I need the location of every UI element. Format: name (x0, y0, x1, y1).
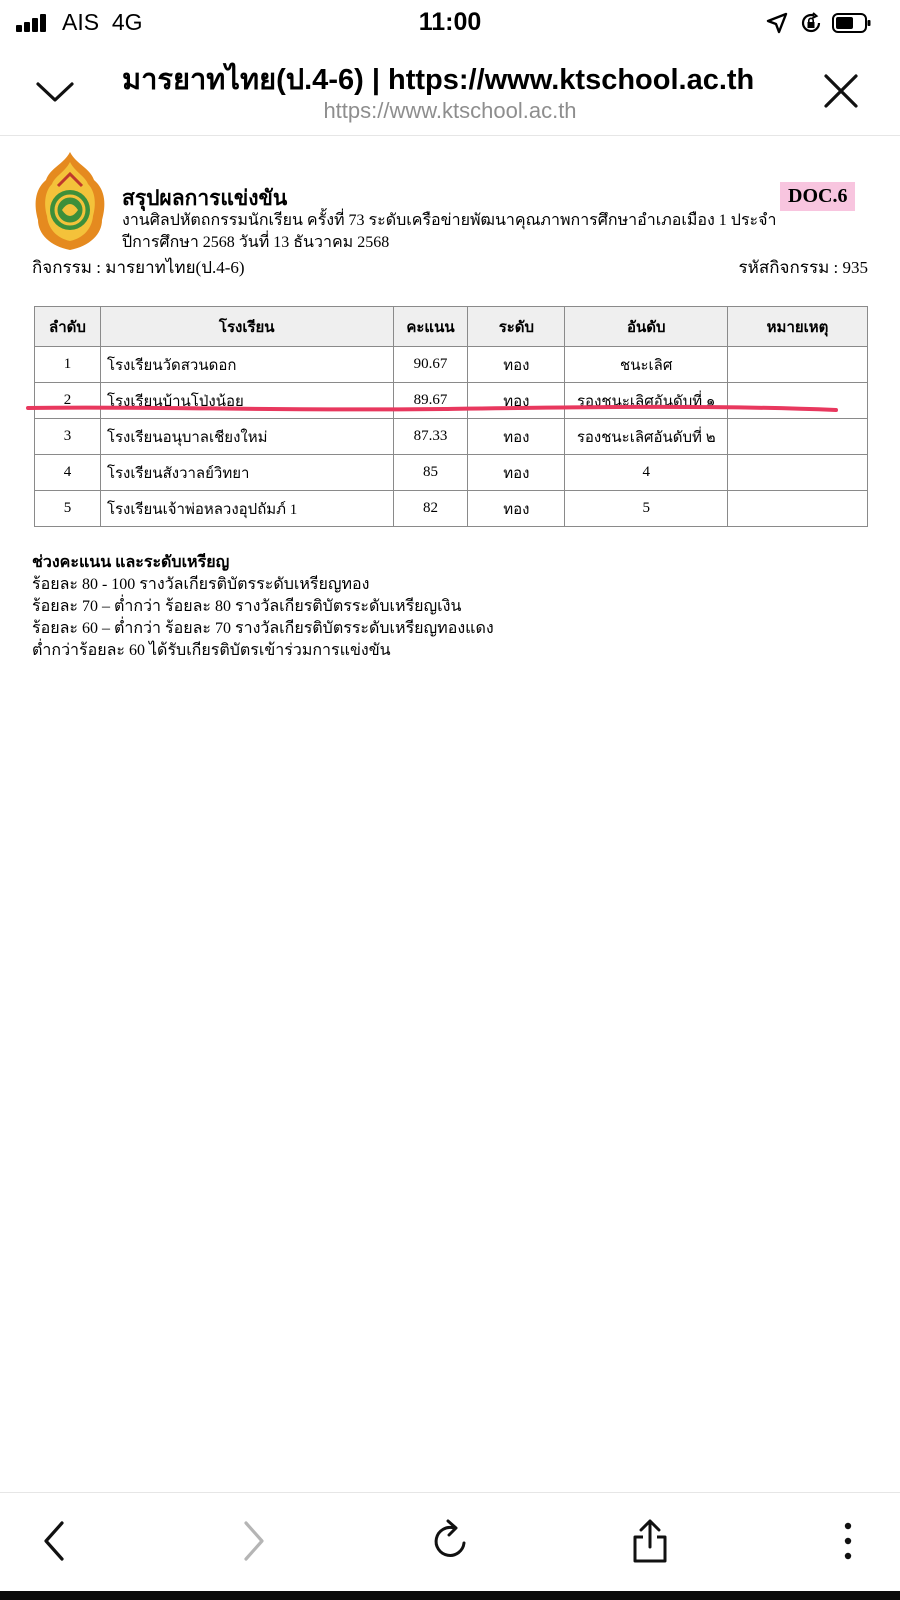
cell-score: 90.67 (393, 347, 468, 383)
document-date: ปีการศึกษา 2568 วันที่ 13 ธันวาคม 2568 (122, 234, 390, 251)
back-icon[interactable] (30, 1515, 82, 1567)
status-time: 11:00 (418, 8, 482, 36)
school-emblem-icon (32, 150, 108, 252)
header-school: โรงเรียน (100, 307, 393, 347)
battery-icon (832, 12, 872, 34)
legend-line: ร้อยละ 80 - 100 รางวัลเกียรติบัตรระดับเหรียญทอง (32, 576, 370, 593)
header-level: ระดับ (468, 307, 565, 347)
document-title: สรุปผลการแข่งขัน (122, 186, 288, 210)
activity-code: รหัสกิจกรรม : 935 (738, 258, 868, 277)
cell-score: 82 (393, 491, 468, 527)
cell-rank-no: 2 (35, 383, 101, 419)
doc-code-badge: DOC.6 (780, 182, 855, 211)
cell-placement: 4 (565, 455, 728, 491)
score-legend (32, 552, 494, 662)
home-indicator (0, 1591, 900, 1600)
header-placement: อันดับ (565, 307, 728, 347)
header-score: คะแนน (393, 307, 468, 347)
cell-placement: รองชนะเลิศอันดับที่ ๑ (565, 383, 728, 419)
cell-score: 87.33 (393, 419, 468, 455)
forward-icon[interactable] (226, 1515, 278, 1567)
cell-school: โรงเรียนอนุบาลเชียงใหม่ (100, 419, 393, 455)
activity-name: กิจกรรม : มารยาทไทย(ป.4-6) (32, 258, 245, 277)
page-title: มารยาทไทย(ป.4-6) | https://www.ktschool.ac.th (122, 64, 755, 96)
cell-rank-no: 3 (35, 419, 101, 455)
cell-level: ทอง (468, 455, 565, 491)
close-icon[interactable] (816, 68, 866, 114)
cell-remark (728, 455, 868, 491)
legend-line: ต่ำกว่าร้อยละ 60 ได้รับเกียรติบัตรเข้าร่วมการแข่งขัน (32, 642, 391, 659)
cell-rank-no: 5 (35, 491, 101, 527)
cell-rank-no: 1 (35, 347, 101, 383)
carrier-label: AIS 4G (62, 9, 143, 35)
share-icon[interactable] (624, 1515, 676, 1567)
cell-remark (728, 347, 868, 383)
cell-level: ทอง (468, 383, 565, 419)
legend-line: ร้อยละ 70 – ต่ำกว่า ร้อยละ 80 รางวัลเกียรติบัตรระดับเหรียญเงิน (32, 598, 462, 615)
header-remark: หมายเหตุ (728, 307, 868, 347)
cell-level: ทอง (468, 491, 565, 527)
legend-line: ร้อยละ 60 – ต่ำกว่า ร้อยละ 70 รางวัลเกียรติบัตรระดับเหรียญทองแดง (32, 620, 494, 637)
orientation-lock-icon (799, 11, 823, 35)
more-icon[interactable] (822, 1515, 874, 1567)
cell-remark (728, 491, 868, 527)
table-header-row (35, 307, 868, 347)
cell-rank-no: 4 (35, 455, 101, 491)
cell-score: 89.67 (393, 383, 468, 419)
status-bar (0, 0, 900, 44)
browser-toolbar (0, 1492, 900, 1600)
hand-drawn-underline (24, 398, 842, 418)
header-rank-no: ลำดับ (35, 307, 101, 347)
cell-school: โรงเรียนสังวาลย์วิทยา (100, 455, 393, 491)
page-url: https://www.ktschool.ac.th (323, 98, 577, 123)
cell-placement: รองชนะเลิศอันดับที่ ๒ (565, 419, 728, 455)
cell-score: 85 (393, 455, 468, 491)
cell-level: ทอง (468, 347, 565, 383)
table-row (35, 347, 868, 383)
table-row (35, 455, 868, 491)
cell-placement: 5 (565, 491, 728, 527)
table-row (35, 419, 868, 455)
cell-school: โรงเรียนวัดสวนดอก (100, 347, 393, 383)
location-arrow-icon (766, 12, 788, 34)
browser-header (0, 44, 900, 136)
cell-school: โรงเรียนบ้านโป่งน้อย (100, 383, 393, 419)
legend-title: ช่วงคะแนน และระดับเหรียญ (32, 554, 230, 571)
document-subtitle: งานศิลปหัตถกรรมนักเรียน ครั้งที่ 73 ระดับเครือข่ายพัฒนาคุณภาพการศึกษาอำเภอเมือง 1 ประจำ (122, 212, 777, 229)
cell-level: ทอง (468, 419, 565, 455)
cell-placement: ชนะเลิศ (565, 347, 728, 383)
cell-school: โรงเรียนเจ้าพ่อหลวงอุปถัมภ์ 1 (100, 491, 393, 527)
cell-remark (728, 419, 868, 455)
table-row (35, 491, 868, 527)
reload-icon[interactable] (424, 1515, 476, 1567)
